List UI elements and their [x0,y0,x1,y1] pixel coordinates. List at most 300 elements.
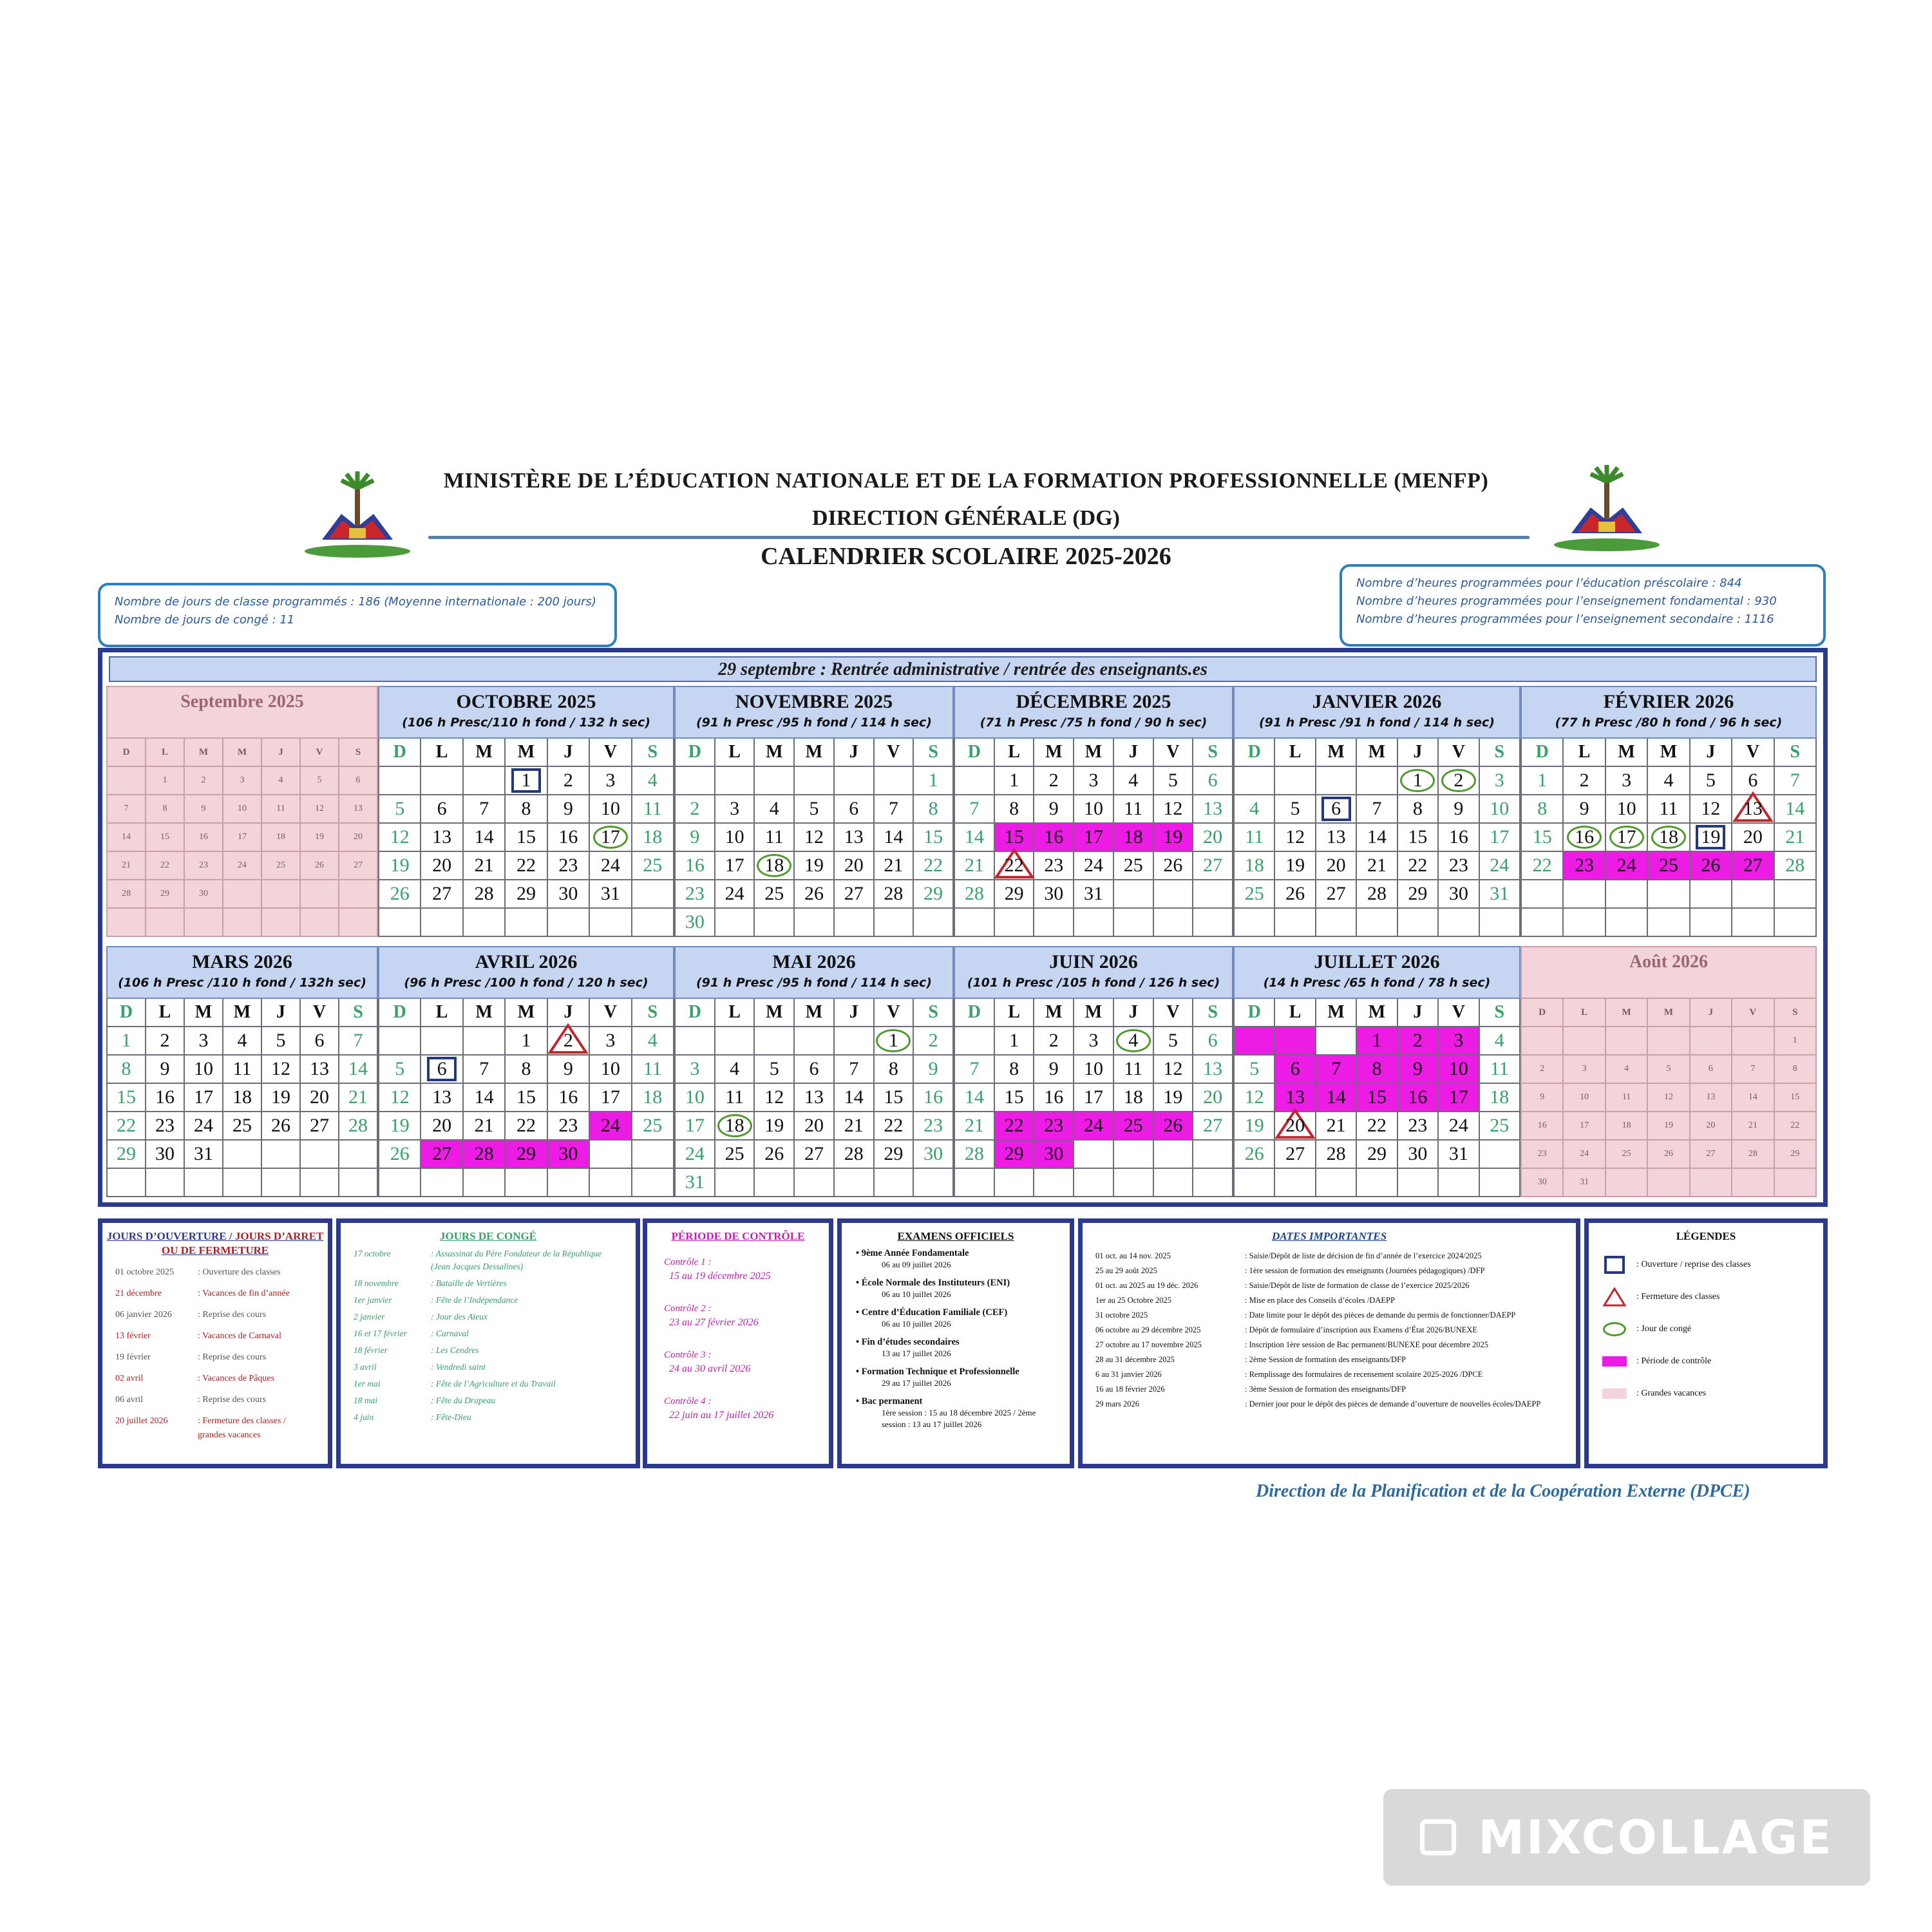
day-number: 25 [1123,855,1143,876]
day-number: 5 [395,798,405,819]
panel-row [341,1361,636,1374]
day-cell [1648,1141,1690,1169]
day-number: 30 [685,911,705,933]
day-number: 29 [117,1143,136,1164]
empty-cell [146,909,185,937]
day-number: 20 [804,1115,824,1136]
empty-cell [1154,1141,1194,1169]
weekday-header: M [464,999,506,1027]
empty-cell [1606,1169,1648,1197]
panel-controle [643,1218,833,1468]
weekday-header: D [1235,739,1275,767]
row-date: 6 au 31 janvier 2026 [1095,1370,1162,1379]
day-number: 23 [1044,1115,1064,1136]
day-number: 10 [238,804,247,813]
empty-cell [1114,880,1154,909]
day-cell [108,824,146,852]
day-number: 6 [1208,1030,1218,1051]
day-number: 23 [199,860,208,870]
panel-row [341,1394,636,1407]
day-number: 9 [1579,798,1589,819]
weekday-header: M [185,999,223,1027]
day-cell [1439,852,1479,880]
day-cell [914,1027,954,1056]
weekday-header: M [506,739,547,767]
row-date: 06 avril [115,1395,144,1405]
day-cell [223,795,262,824]
day-cell [955,1112,995,1141]
day-cell [955,852,995,880]
day-number: 19 [1163,1086,1183,1108]
row-text: : Vacances de Carnaval [198,1331,281,1341]
day-cell [1114,1084,1154,1112]
day-cell [1690,795,1732,824]
day-number: 17 [1580,1121,1589,1130]
day-cell [146,1141,185,1169]
weekday-header: M [1357,739,1397,767]
panel-row [102,1329,328,1343]
day-number: 8 [1792,1064,1797,1074]
weekday-header: V [590,739,632,767]
empty-cell [715,1169,755,1197]
day-number: 25 [1658,855,1678,876]
row-text: : Date limite pour le dépôt des pièces de demande du permis de fonctionner/DAEPP [1245,1311,1516,1320]
day-number: 3 [1494,770,1504,791]
day-number: 19 [1663,1121,1673,1130]
empty-cell [1775,880,1817,909]
day-cell [1074,824,1114,852]
day-cell [835,1112,875,1141]
triangle-icon [1602,1287,1627,1307]
day-cell [1154,1027,1194,1056]
day-cell [1480,1027,1520,1056]
row-text: : 2ème Session de formation des enseignants/DFP [1245,1355,1406,1364]
day-cell [548,880,590,909]
day-cell [1154,824,1194,852]
day-cell [185,824,223,852]
empty-cell [1357,1169,1397,1197]
day-cell [835,852,875,880]
day-number: 12 [1163,1058,1183,1079]
info-box-days [98,583,617,647]
panel-row [341,1294,636,1307]
day-number: 9 [160,1058,170,1079]
day-cell [146,1027,185,1056]
legend-row [1589,1255,1823,1274]
panel-ouverture [98,1218,332,1468]
day-cell [1074,1112,1114,1141]
empty-cell [1193,1141,1233,1169]
day-number: 24 [1580,1149,1589,1159]
day-number: 26 [764,1143,784,1164]
day-cell [590,852,632,880]
empty-cell [1154,1169,1194,1197]
rentree-banner: 29 septembre : Rentrée administrative / rentrée des enseignants.es [109,656,1817,682]
weekday-header: V [1439,739,1479,767]
day-cell [1154,767,1194,795]
day-cell [715,1141,755,1169]
day-cell [1690,852,1732,880]
day-number: 20 [1326,855,1346,876]
day-cell [262,1056,301,1084]
day-number: 11 [1124,1058,1143,1079]
weekday-header: M [223,999,262,1027]
row-text: : Fête de l’Indépendance [431,1295,518,1305]
day-number: 17 [1490,826,1510,848]
row-date: 18 novembre [354,1278,399,1288]
day-number: 28 [122,889,131,898]
day-number: 24 [724,883,744,904]
month-hours: (71 h Presc /75 h fond / 90 h sec) [980,715,1208,730]
day-cell [715,852,755,880]
exam-dates: 13 au 17 juillet 2026 [882,1349,951,1358]
day-cell [464,880,506,909]
mixcollage-watermark [1383,1789,1870,1886]
day-cell [1074,1084,1114,1112]
ouverture-list [102,1265,328,1443]
day-number: 7 [353,1030,363,1051]
weekday-header: S [1193,999,1233,1027]
day-number: 13 [432,1086,452,1108]
day-cell [1690,1141,1732,1169]
day-cell [1398,1056,1439,1084]
empty-cell [955,767,995,795]
day-cell [548,1112,590,1141]
day-cell [1439,1056,1479,1084]
month-5 [1233,686,1520,937]
empty-cell [464,767,506,795]
day-number: 31 [194,1143,213,1164]
day-number: 3 [730,798,740,819]
weekday-header: M [795,739,835,767]
day-cell [379,1056,421,1084]
weekday-header: D [1235,999,1275,1027]
day-number: 25 [764,883,784,904]
day-number: 11 [1490,1058,1509,1079]
day-number: 16 [1408,1086,1428,1108]
conge-list [341,1247,636,1424]
day-number: 21 [122,860,131,870]
day-cell [1074,795,1114,824]
empty-cell [1398,909,1439,937]
day-cell [1193,1112,1233,1141]
empty-cell [914,1169,954,1197]
row-date: 20 juillet 2026 [115,1416,168,1426]
day-cell [795,1084,835,1112]
exam-item [842,1307,1070,1330]
day-cell [1775,795,1817,824]
empty-cell [995,909,1035,937]
empty-cell [1606,880,1648,909]
header-divider [428,536,1530,539]
empty-cell [1398,1169,1439,1197]
day-number: 5 [1249,1058,1260,1079]
day-cell [548,1084,590,1112]
day-cell [955,795,995,824]
day-number: 10 [724,826,744,848]
day-cell [632,795,674,824]
controle-item [647,1348,829,1376]
row-date: 1er au 25 Octobre 2025 [1095,1296,1172,1305]
day-number: 27 [432,1143,452,1164]
day-cell [1114,795,1154,824]
day-number: 17 [600,1086,620,1108]
day-number: 24 [1616,855,1636,876]
day-number: 14 [1785,798,1805,819]
weekday-header: V [1732,999,1774,1027]
day-cell [1193,852,1233,880]
day-cell [590,1027,632,1056]
day-number: 27 [1706,1149,1716,1159]
panel-row [341,1277,636,1290]
day-cell [875,1112,914,1141]
day-number: 22 [117,1115,136,1136]
month-name: JUILLET 2026 [1314,951,1440,972]
day-number: 16 [199,832,208,842]
empty-cell [875,767,914,795]
panel-row [102,1287,328,1301]
day-number: 20 [310,1086,329,1108]
day-cell [185,767,223,795]
day-cell [108,795,146,824]
day-number: 17 [600,826,620,848]
day-number: 10 [685,1086,705,1108]
day-cell [875,795,914,824]
day-cell [1648,1084,1690,1112]
empty-cell [464,1169,506,1197]
day-number: 3 [240,775,245,785]
day-cell [1775,1084,1817,1112]
day-number: 25 [1490,1115,1510,1136]
day-number: 30 [1408,1143,1428,1164]
day-cell [506,1141,547,1169]
day-number: 21 [1785,826,1805,848]
day-number: 27 [1743,855,1763,876]
controle-label: Contrôle 4 : [664,1396,712,1406]
day-cell [301,1084,339,1112]
day-cell [875,1084,914,1112]
day-cell [1357,880,1397,909]
day-number: 8 [521,798,531,819]
day-cell [185,1027,223,1056]
day-cell [1357,1112,1397,1141]
day-cell [835,824,875,852]
legend-row [1589,1320,1823,1339]
day-number: 3 [1622,770,1632,791]
day-number: 18 [1123,1086,1143,1108]
empty-cell [1648,1169,1690,1197]
row-date: 28 au 31 décembre 2025 [1095,1355,1175,1364]
weekday-header: V [1154,739,1194,767]
month-header [378,686,674,739]
day-cell [548,1027,590,1056]
day-cell [1154,1056,1194,1084]
day-number: 27 [310,1115,329,1136]
day-number: 27 [1203,855,1223,876]
day-cell [1522,1084,1564,1112]
day-cell [108,880,146,909]
empty-cell [1690,909,1732,937]
collage-icon [1420,1819,1456,1855]
day-number: 16 [1448,826,1468,848]
day-number: 23 [1575,855,1595,876]
exam-dates: 06 au 10 juillet 2026 [882,1319,951,1329]
month-header [1233,946,1520,999]
day-cell [1775,1056,1817,1084]
controle-item [647,1255,829,1283]
day-cell [339,1112,378,1141]
day-cell [835,880,875,909]
day-cell [1235,795,1275,824]
day-cell [1480,1112,1520,1141]
row-date: 18 février [354,1345,388,1355]
empty-cell [1074,1169,1114,1197]
weekday-header: D [379,739,421,767]
day-number: 20 [432,855,452,876]
day-cell [1034,852,1074,880]
empty-cell [1480,909,1520,937]
day-number: 28 [964,1143,984,1164]
day-number: 8 [1537,798,1548,819]
day-number: 6 [1331,798,1341,819]
day-number: 8 [888,1058,898,1079]
day-cell [1034,880,1074,909]
month-hours: (106 h Presc /110 h fond / 132h sec) [118,976,366,990]
day-cell [1732,824,1774,852]
day-number: 2 [1579,770,1589,791]
day-number: 5 [1168,770,1178,791]
row-text: : Dernier jour pour le dépôt des pièces de demande d’ouverture de nouvelles écoles/DAEPP [1245,1399,1541,1408]
row-text: : Mise en place des Conseils d’écoles /DAEPP [1245,1296,1395,1305]
day-cell [1648,767,1690,795]
empty-cell [755,909,795,937]
day-cell [1193,1084,1233,1112]
day-cell [548,824,590,852]
panel-conge [336,1218,640,1468]
day-cell [1775,1027,1817,1056]
day-cell [1235,1112,1275,1141]
day-number: 9 [928,1058,938,1079]
day-cell [1648,824,1690,852]
empty-cell [301,909,339,937]
row-date: 27 octobre au 17 novembre 2025 [1095,1340,1202,1349]
day-cell [548,795,590,824]
month-name: MARS 2026 [192,951,292,972]
title-fermeture: JOURS D’ARRET OU DE FERMETURE [161,1230,324,1256]
examens-list [842,1247,1070,1430]
day-cell [715,880,755,909]
row-date: 3 avril [354,1362,377,1372]
empty-cell [1074,1141,1114,1169]
day-cell [755,852,795,880]
empty-cell [1275,1169,1316,1197]
day-cell [795,852,835,880]
day-cell [1275,795,1316,824]
day-number: 5 [769,1058,779,1079]
day-cell [1522,1169,1564,1197]
footer-dpce: Direction de la Planification et de la Coopération Externe (DPCE) [1256,1481,1750,1501]
day-cell [301,1027,339,1056]
day-cell [108,1027,146,1056]
controle-item [647,1394,829,1423]
day-number: 13 [804,1086,824,1108]
legendes-list [1589,1255,1823,1403]
day-cell [1034,795,1074,824]
month-grid [1233,739,1520,937]
day-cell [379,852,421,880]
controle-item [647,1302,829,1330]
row-date: 29 mars 2026 [1095,1399,1140,1408]
day-number: 14 [884,826,904,848]
day-cell [676,852,715,880]
day-cell [223,824,262,852]
day-number: 18 [1658,826,1678,848]
day-cell [1480,880,1520,909]
day-cell [548,1141,590,1169]
day-number: 10 [600,798,620,819]
empty-cell [421,767,463,795]
day-cell [262,795,301,824]
empty-cell [1732,909,1774,937]
day-number: 21 [1748,1121,1757,1130]
day-cell [1193,795,1233,824]
empty-cell [1775,1169,1817,1197]
day-number: 5 [809,798,819,819]
day-number: 20 [354,832,363,842]
day-number: 21 [1326,1115,1346,1136]
empty-cell [1522,1027,1564,1056]
day-cell [676,909,715,937]
day-number: 16 [558,1086,578,1108]
day-cell [223,1056,262,1084]
day-number: 5 [1666,1064,1671,1074]
day-number: 1 [928,770,938,791]
weekday-header: M [755,739,795,767]
day-cell [108,1056,146,1084]
empty-cell [875,909,914,937]
empty-cell [1439,1169,1479,1197]
legend-row [1589,1384,1823,1403]
day-number: 7 [1750,1064,1756,1074]
controle-dates: 22 juin au 17 juillet 2026 [669,1410,774,1421]
empty-cell [421,1169,463,1197]
day-number: 5 [276,1030,286,1051]
day-cell [1398,852,1439,880]
day-cell [1439,767,1479,795]
day-number: 4 [1128,770,1139,791]
weekday-header: M [1316,999,1357,1027]
day-cell [1193,824,1233,852]
day-number: 27 [1285,1143,1305,1164]
day-number: 6 [437,1058,447,1079]
day-number: 11 [643,1058,662,1079]
weekday-header: D [1522,999,1564,1027]
day-cell [1690,824,1732,852]
controle-label: Contrôle 2 : [664,1303,712,1314]
day-cell [1275,824,1316,852]
day-cell [1439,880,1479,909]
weekday-header: J [1114,999,1154,1027]
day-number: 22 [1367,1115,1387,1136]
haiti-coat-of-arms-right [1552,462,1662,553]
legend-label: : Ouverture / reprise des classes [1636,1260,1751,1269]
row-text: : Ouverture des classes [198,1267,281,1277]
weekday-header: M [1074,999,1114,1027]
day-number: 19 [1244,1115,1264,1136]
empty-cell [955,1027,995,1056]
panel-row [1083,1308,1576,1323]
day-cell [835,795,875,824]
